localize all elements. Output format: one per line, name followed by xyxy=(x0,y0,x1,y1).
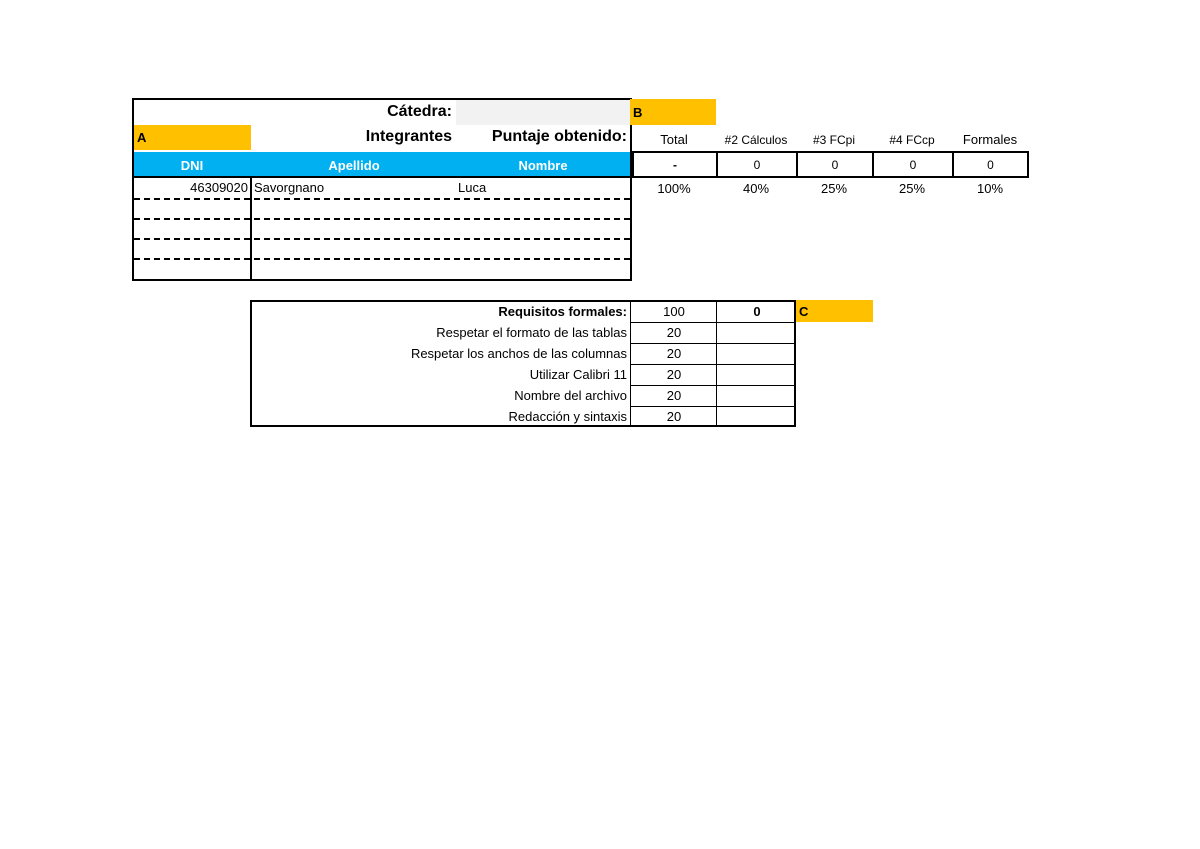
header-apellido: Apellido xyxy=(328,158,380,173)
requirement-points-5: 20 xyxy=(666,409,682,424)
members-header-bottom-border xyxy=(132,176,632,178)
catedra-label: Cátedra: xyxy=(387,103,452,120)
score-weight-total: 100% xyxy=(657,181,691,196)
requirement-points-1: 20 xyxy=(666,325,682,340)
requirement-points-2: 20 xyxy=(666,346,682,361)
member-row-separator xyxy=(134,218,630,220)
requirements-row-line xyxy=(630,406,796,407)
member-row-separator xyxy=(134,198,630,200)
marker-a: A xyxy=(134,125,251,150)
requirements-title: Requisitos formales: xyxy=(498,304,627,319)
requirements-row-line xyxy=(630,364,796,365)
requirements-row-line xyxy=(630,322,796,323)
header-nombre: Nombre xyxy=(518,158,568,173)
requirement-label-2: Respetar los anchos de las columnas xyxy=(410,346,627,361)
requirements-total: 100 xyxy=(663,304,685,319)
requirement-label-3: Utilizar Calibri 11 xyxy=(529,367,627,382)
catedra-input[interactable] xyxy=(456,100,630,125)
requirement-label-1: Respetar el formato de las tablas xyxy=(436,325,627,340)
member-row-separator xyxy=(134,238,630,240)
requirement-label-5: Redacción y sintaxis xyxy=(508,409,627,424)
score-weight-fccp: 25% xyxy=(898,181,926,196)
requirements-row-line xyxy=(630,343,796,344)
members-header-row xyxy=(134,152,630,177)
marker-c: C xyxy=(796,300,873,322)
score-value-fccp: 0 xyxy=(872,151,954,178)
requirements-row-line xyxy=(630,385,796,386)
score-header-total: Total xyxy=(660,132,688,147)
members-dni-divider xyxy=(250,177,252,280)
score-header-fccp: #4 FCcp xyxy=(889,133,935,147)
member-row-1-nombre[interactable]: Luca xyxy=(458,180,487,195)
score-weight-calculos: 40% xyxy=(742,181,770,196)
score-header-formales: Formales xyxy=(962,132,1018,147)
requirements-obtained: 0 xyxy=(753,304,761,319)
score-value-formales: 0 xyxy=(952,151,1029,178)
score-weight-formales: 10% xyxy=(976,181,1004,196)
score-header-calculos: #2 Cálculos xyxy=(724,133,788,147)
puntaje-obtenido-label: Puntaje obtenido: xyxy=(491,128,627,145)
score-value-calculos: 0 xyxy=(716,151,798,178)
requirement-points-4: 20 xyxy=(666,388,682,403)
member-row-1-dni[interactable]: 46309020 xyxy=(190,180,248,195)
score-header-fcpi: #3 FCpi xyxy=(812,133,856,147)
marker-b: B xyxy=(630,99,716,125)
member-row-1-apellido[interactable]: Savorgnano xyxy=(254,180,325,195)
top-frame-bottom-border xyxy=(132,279,632,281)
score-value-fcpi: 0 xyxy=(796,151,874,178)
score-value-total: - xyxy=(632,151,718,178)
requirement-label-4: Nombre del archivo xyxy=(514,388,627,403)
member-row-separator xyxy=(134,258,630,260)
score-weight-fcpi: 25% xyxy=(820,181,848,196)
integrantes-label: Integrantes xyxy=(365,128,452,145)
header-dni: DNI xyxy=(180,158,204,173)
requirement-points-3: 20 xyxy=(666,367,682,382)
